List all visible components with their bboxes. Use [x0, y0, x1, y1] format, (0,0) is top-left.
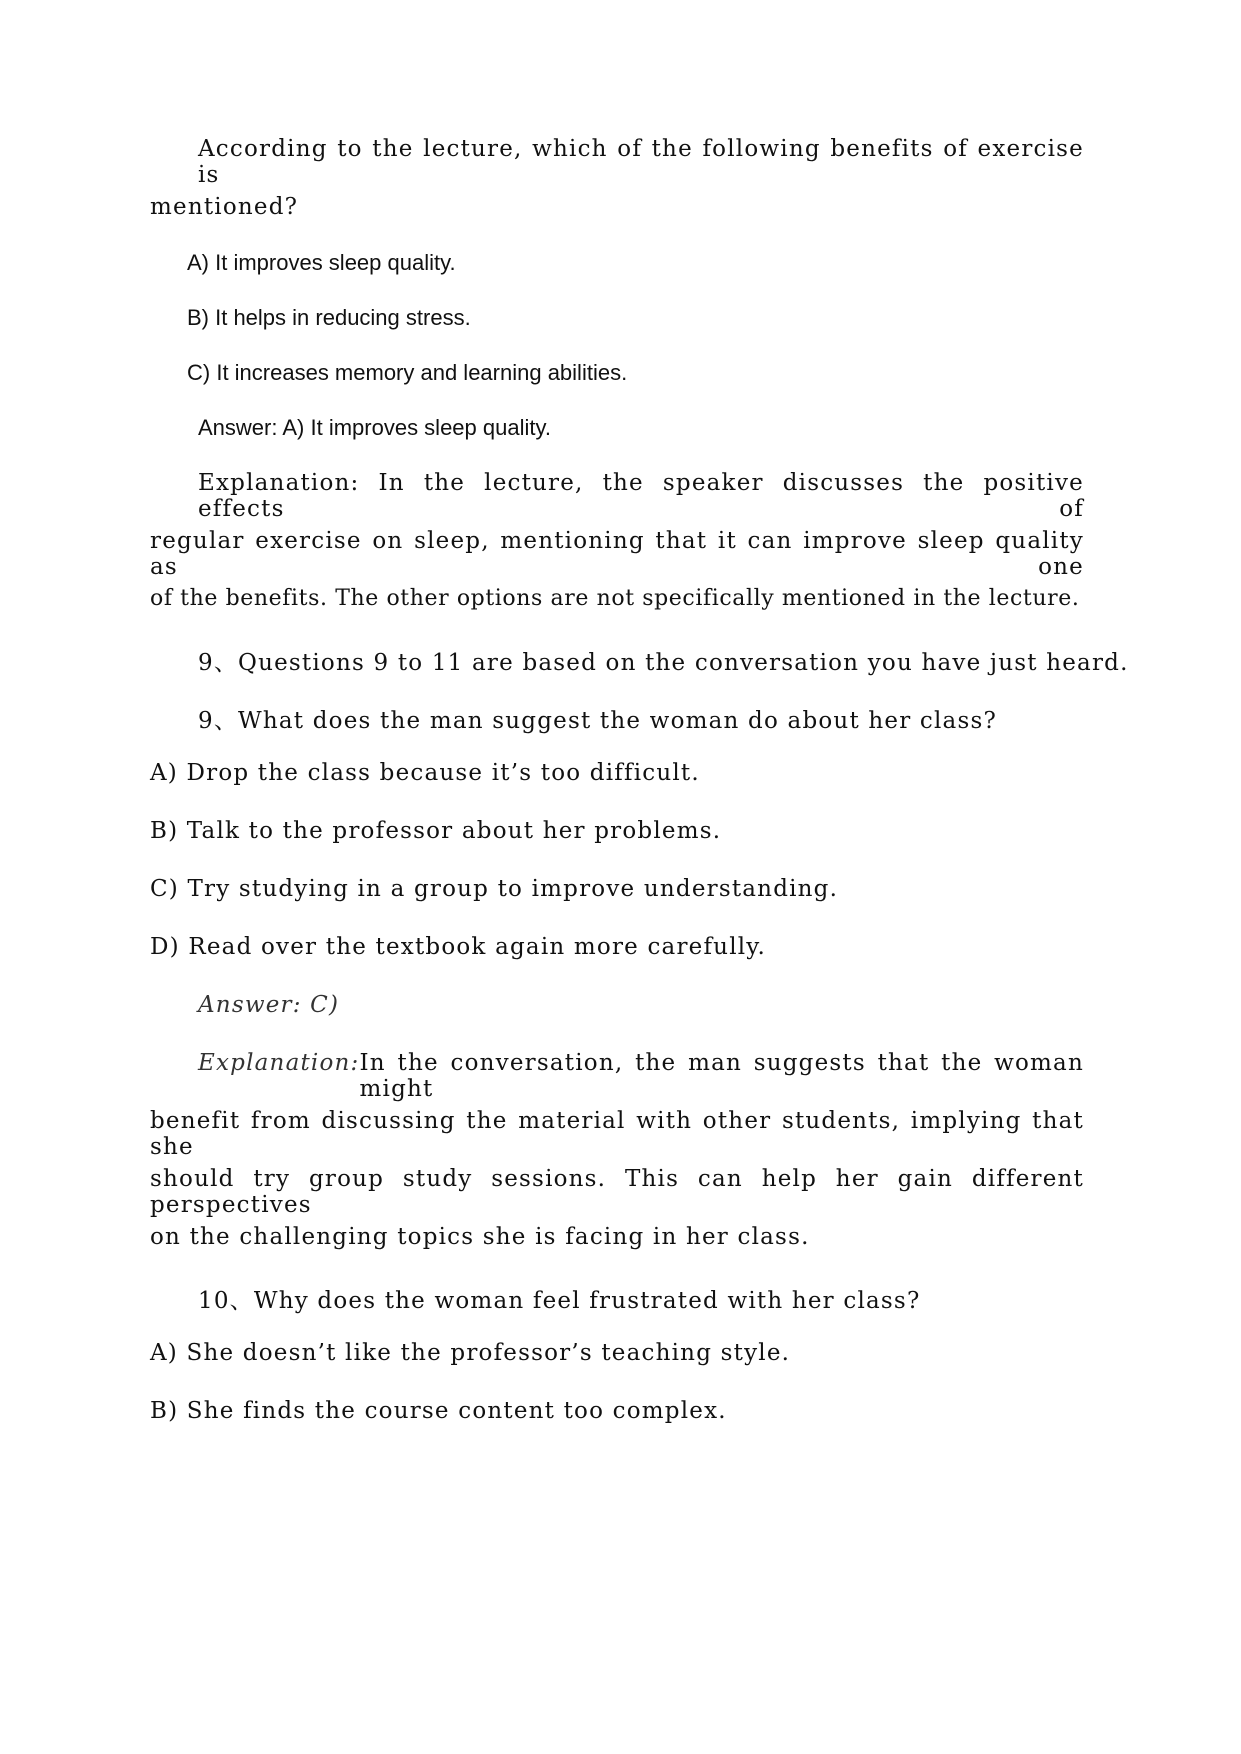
q9-explanation-line4: on the challenging topics she is facing in her class. — [150, 1224, 810, 1250]
q8-explanation-line3: of the benefits. The other options are not specifically mentioned in the lecture. — [150, 586, 1080, 611]
q8-stem-line2: mentioned? — [150, 194, 299, 220]
q9-option-d: D) Read over the textbook again more carefully. — [150, 934, 766, 960]
q8-explanation-line2: regular exercise on sleep, mentioning that it can improve sleep quality as one — [150, 528, 1084, 580]
q8-explanation-line1: Explanation: In the lecture, the speaker discusses the positive effects of — [198, 470, 1084, 522]
q9-explanation-line1-text: In the conversation, the man suggests that the woman might — [359, 1050, 1084, 1102]
q9-explanation-line3: should try group study sessions. This can help her gain different perspectives — [150, 1166, 1084, 1218]
q8-option-b: B) It helps in reducing stress. — [187, 305, 471, 330]
q9-answer: Answer: C) — [198, 992, 340, 1018]
q9-stem: 9、What does the man suggest the woman do about her class? — [198, 708, 998, 734]
q9-explanation-line1 — [198, 1050, 1084, 1102]
q9-option-a: A) Drop the class because it’s too difficult. — [150, 760, 700, 786]
q10-option-a: A) She doesn’t like the professor’s teaching style. — [150, 1340, 791, 1366]
q10-stem: 10、Why does the woman feel frustrated with her class? — [198, 1288, 921, 1314]
q9-option-b: B) Talk to the professor about her problems. — [150, 818, 722, 844]
q8-option-c: C) It increases memory and learning abilities. — [187, 360, 628, 385]
q8-option-a: A) It improves sleep quality. — [187, 250, 456, 275]
q9-option-c: C) Try studying in a group to improve understanding. — [150, 876, 839, 902]
q8-answer: Answer: A) It improves sleep quality. — [198, 415, 551, 440]
q9-explanation-label: Explanation: — [198, 1050, 360, 1076]
q10-option-b: B) She finds the course content too complex. — [150, 1398, 727, 1424]
section-intro: 9、Questions 9 to 11 are based on the conversation you have just heard. — [198, 650, 1129, 676]
q9-explanation-line2: benefit from discussing the material with other students, implying that she — [150, 1108, 1084, 1160]
q8-stem-line1: According to the lecture, which of the following benefits of exercise is — [198, 136, 1084, 188]
